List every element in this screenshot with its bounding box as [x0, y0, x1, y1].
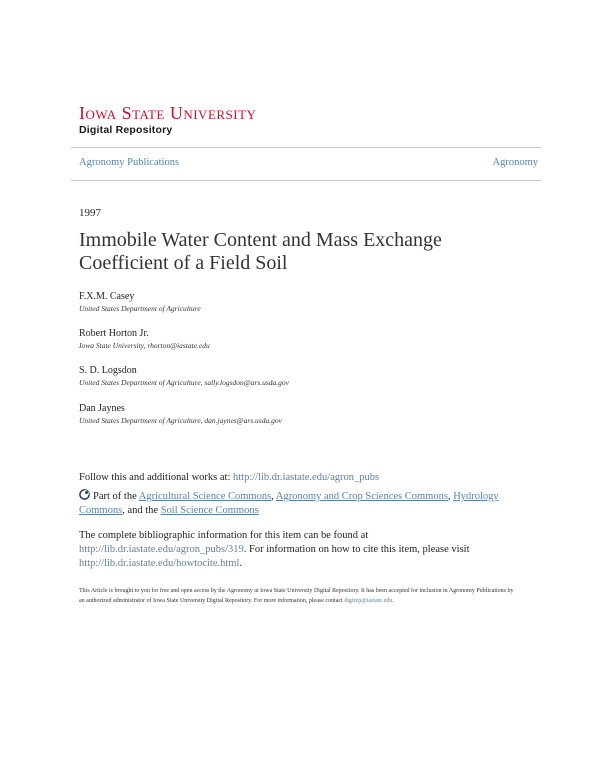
author-name: Robert Horton Jr.	[79, 328, 149, 339]
author-affiliation: Iowa State University, rhorton@iastate.edu	[79, 341, 210, 350]
agronomy-publications-link[interactable]: Agronomy Publications	[79, 157, 180, 168]
author-affiliation: United States Department of Agriculture, sally.logsdon@ars.usda.gov	[79, 378, 290, 387]
citation-text: . For information on how to cite this item, please visit	[243, 544, 470, 555]
howtocite-link[interactable]: http://lib.dr.iastate.edu/howtocite.html	[79, 558, 240, 569]
footer-notice	[79, 586, 519, 606]
university-logo	[79, 104, 256, 136]
publication-year: 1997	[79, 207, 101, 219]
hydrology-commons-link[interactable]: Hydrology Commons	[79, 491, 499, 516]
commons-line	[79, 489, 529, 518]
footer-text: This Article is brought to you for free and open access by the Agronomy at Iowa State University Digital Repository. It has been accepted for inclusion in Agronomy Publications by an authorized administrator of Iowa State University Digital Repository. For more information, please contact	[79, 588, 514, 604]
follow-line	[79, 471, 529, 485]
author-name: Dan Jaynes	[79, 403, 125, 414]
agronomy-link[interactable]: Agronomy	[492, 157, 538, 168]
author-block	[79, 327, 210, 351]
author-affiliation: United States Department of Agriculture	[79, 304, 201, 313]
commons-prefix: Part of the	[93, 491, 139, 502]
author-block	[79, 402, 282, 426]
author-block	[79, 290, 201, 314]
agricultural-science-commons-link[interactable]: Agricultural Science Commons	[138, 491, 272, 502]
header-divider-bottom	[71, 180, 541, 181]
header-divider-top	[71, 147, 541, 148]
agron-pubs-link[interactable]: http://lib.dr.iastate.edu/agron_pubs	[233, 472, 380, 483]
citation-text: The complete bibliographic information for this item can be found at	[79, 530, 369, 541]
document-title: Immobile Water Content and Mass Exchange Coefficient of a Field Soil	[79, 229, 442, 274]
citation-paragraph	[79, 529, 529, 571]
author-block	[79, 364, 289, 388]
agronomy-crop-sciences-commons-link[interactable]: Agronomy and Crop Sciences Commons	[275, 491, 448, 502]
soil-science-commons-link[interactable]: Soil Science Commons	[160, 505, 259, 516]
logo-university-name: Iowa State University	[79, 103, 257, 123]
item-link[interactable]: http://lib.dr.iastate.edu/agron_pubs/319	[79, 544, 244, 555]
commons-separator: , and the	[122, 505, 161, 516]
author-affiliation: United States Department of Agriculture, dan.jaynes@ars.usda.gov	[79, 416, 282, 425]
commons-separator: ,	[447, 491, 454, 502]
follow-text: Follow this and additional works at:	[79, 472, 233, 483]
footer-end: .	[392, 598, 394, 604]
author-name: S. D. Logsdon	[79, 365, 137, 376]
citation-text: .	[239, 558, 243, 569]
contact-email-link[interactable]: digirep@iastate.edu	[344, 598, 393, 604]
creative-commons-icon	[79, 489, 90, 500]
logo-repository-name: Digital Repository	[79, 124, 173, 136]
author-name: F.X.M. Casey	[79, 291, 135, 302]
commons-separator: ,	[271, 491, 276, 502]
